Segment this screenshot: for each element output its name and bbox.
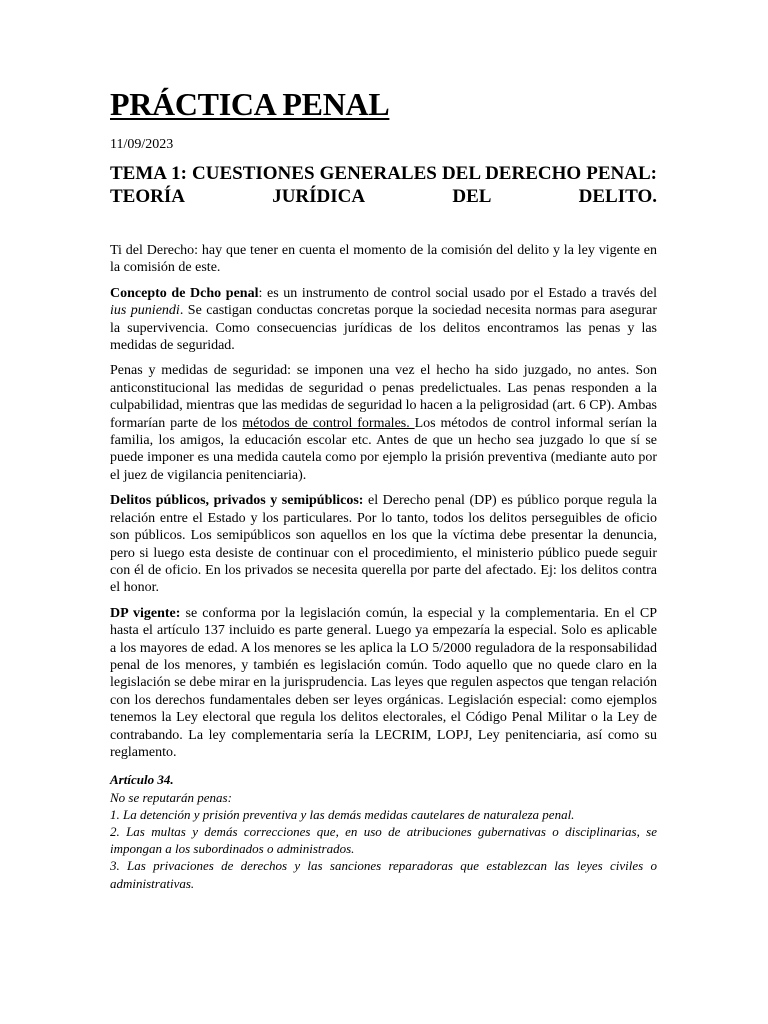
paragraph-bold-label: DP vigente: [110,605,181,621]
paragraph-text: Penas y medidas de seguridad: se imponen una vez el hecho ha sido juzgado, no antes. Son anticonstitucional las medidas de seguridad o penas predelictuales. Las penas responden a la culpabilidad, mientras que las medidas de seguridad lo hacen a la peligrosidad (art. 6 CP). Ambas formarían parte de los [110,363,657,431]
paragraph-text: Ti del Derecho: hay que tener en cuenta el momento de la comisión del delito y la ley vigente en la comisión de este. [110,243,657,276]
paragraph-bold-label: Delitos públicos, privados y semipúblicos: [110,493,364,509]
paragraph-text: . Se castigan conductas concretas porque la sociedad necesita normas para asegurar la supervivencia. Como consecuencias jurídicas de los delitos encontramos las penas y las medidas de seguridad. [110,303,657,354]
article-item: 3. Las privaciones de derechos y las sanciones reparadoras que establezcan las leyes civiles o administrativas. [110,858,657,891]
article-item: 1. La detención y prisión preventiva y las demás medidas cautelares de naturaleza penal. [110,806,575,822]
paragraph-text: se conforma por la legislación común, la especial y la complementaria. En el CP hasta el artículo 137 incluido es parte general. Luego ya empezaría la especial. Solo es aplicable a los mayores de edad. A los menores se les aplica la LO 5/2000 reguladora de la responsabilidad penal de los menores, y también es legislación común. Todo aquello que no quede claro en la legislación se debe mirar en la jurisprudencia. Las leyes que regulen aspectos que tengan relación con los derechos fundamentales deben ser leyes orgánicas. Legislación especial: como ejemplos tenemos la Ley electoral que regula los delitos electorales, el Código Penal Militar o la Ley de contrabando. La ley complementaria sería la LECRIM, LOPJ, Ley penitenciaria, así como su reglamento. [110,605,657,760]
paragraph-text: el Derecho penal (DP) es público porque regula la relación entre el Estado y los particulares. Por lo tanto, todos los delitos perseguibles de oficio son públicos. Los semipúblicos son aquellos en los que la víctima debe presentar la denuncia, pero si luego esta desiste de continuar con el procedimiento, el ministerio público puede seguir con él de oficio. En los privados se necesita querella por parte del afectado. Ej: los delitos contra el honor. [110,493,657,596]
topic-heading: TEMA 1: CUESTIONES GENERALES DEL DERECHO PENAL: TEORÍA JURÍDICA DEL DELITO. [110,163,657,207]
paragraph-text: : es un instrumento de control social usado por el Estado a través del [258,285,657,301]
document-page [110,84,657,892]
paragraph-dp-vigente [110,605,657,762]
article-title: Artículo 34. [110,772,174,788]
paragraph-bold-label: Concepto de Dcho penal [110,285,259,301]
article-quote [110,771,657,891]
paragraph-delitos [110,492,657,596]
paragraph-text: Los métodos de control informal serían la familia, los amigos, la educación escolar etc. Antes de que un hecho sea juzgado lo que sí se puede imponer es una medida cautela como por ejemplo la prisión preventiva (mediante auto por el juez de vigilancia penitenciaria). [110,415,657,483]
article-item: 2. Las multas y demás correcciones que, en uso de atribuciones gubernativas o disciplinarias, se impongan a los subordinados o administrados. [110,823,657,857]
paragraph-concepto [110,285,657,355]
article-intro: No se reputarán penas: [110,789,232,805]
document-date: 11/09/2023 [110,137,174,152]
document-title: PRÁCTICA PENAL [110,86,390,122]
paragraph-penas-medidas [110,362,657,484]
paragraph-italic-term: ius puniendi [110,303,180,319]
paragraph-ti-derecho [110,242,657,277]
paragraph-underlined-term: métodos de control formales. [242,415,415,431]
